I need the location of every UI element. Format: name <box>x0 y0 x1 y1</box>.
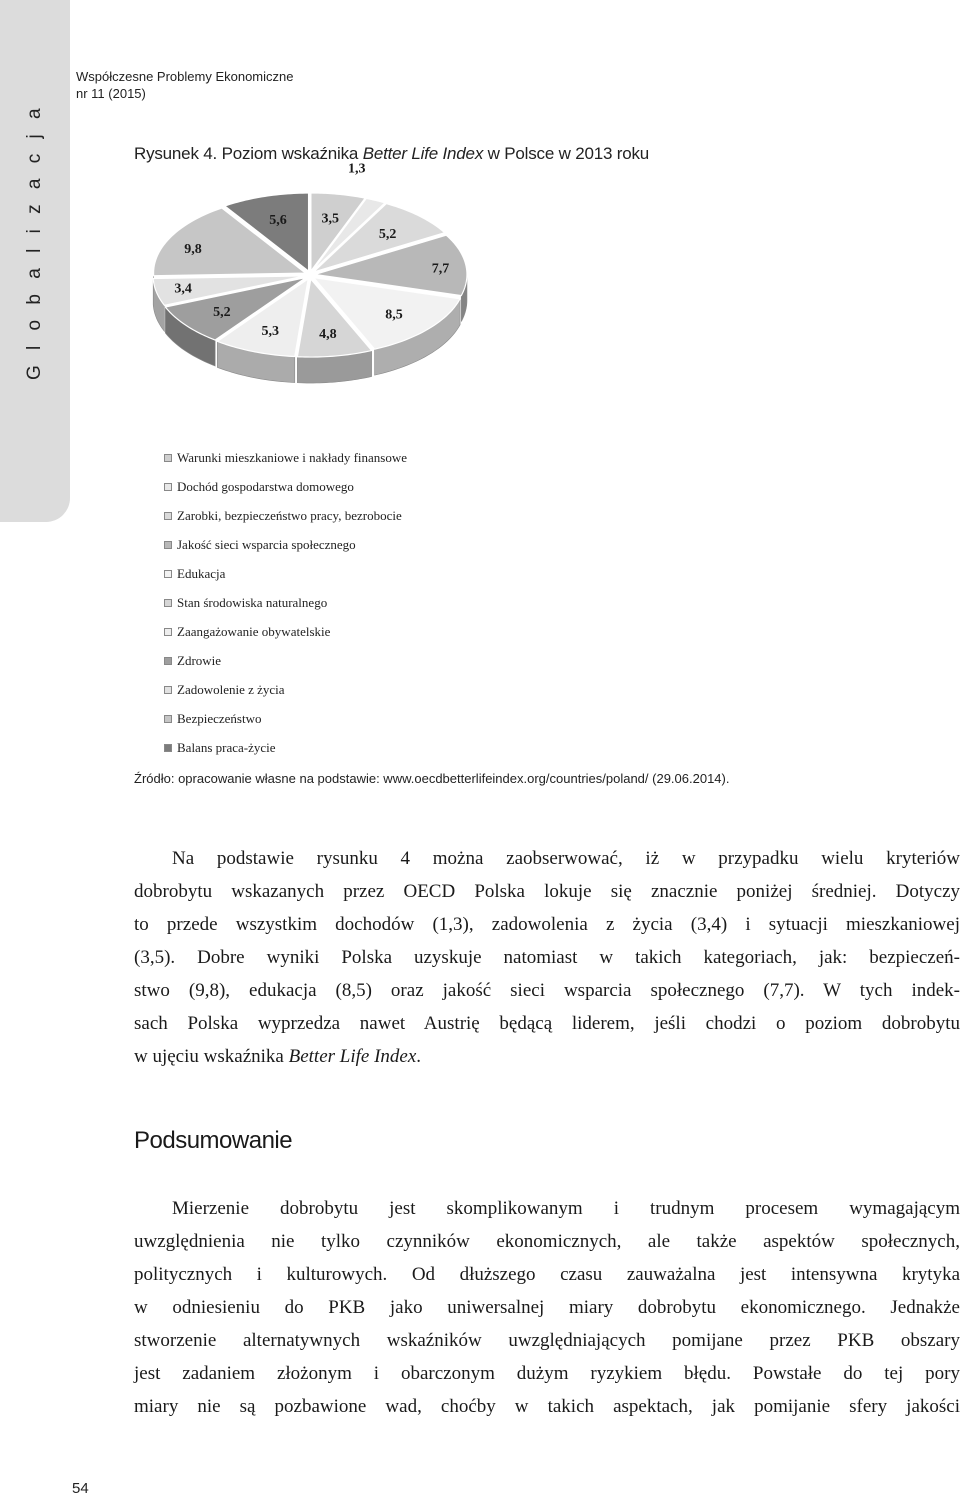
last-line-prefix: w ujęciu wskaźnika <box>134 1046 289 1067</box>
last-line-italic: Better Life Index <box>288 1046 417 1067</box>
legend-item <box>164 559 407 588</box>
legend-label: Zadowolenie z życia <box>177 681 285 697</box>
paragraph-line: to przede wszystkim dochodów (1,3), zadowolenia z życia (3,4) i sytuacji mieszkaniowej <box>134 914 960 935</box>
chart-legend <box>164 443 407 762</box>
legend-swatch <box>164 715 172 723</box>
legend-swatch <box>164 541 172 549</box>
legend-label: Jakość sieci wsparcia społecznego <box>177 536 356 552</box>
legend-swatch <box>164 628 172 636</box>
legend-swatch <box>164 686 172 694</box>
journal-title: Współczesne Problemy Ekonomiczne <box>76 69 294 84</box>
journal-issue: nr 11 (2015) <box>76 86 146 101</box>
paragraph-line: sach Polska wyprzedza nawet Austrię będącą liderem, jeśli chodzi o poziom dobrobytu <box>134 1013 960 1034</box>
legend-item <box>164 675 407 704</box>
paragraph-line: dobrobytu wskazanych przez OECD Polska lokuje się znacznie poniżej średniej. Dotyczy <box>134 881 960 902</box>
last-line-suffix: . <box>416 1046 422 1067</box>
legend-label: Zaangażowanie obywatelskie <box>177 623 331 639</box>
legend-item <box>164 472 407 501</box>
pie-value-label: 5,6 <box>269 212 287 228</box>
paragraph-line: (3,5). Dobre wyniki Polska uzyskuje natomiast w takich kategoriach, jak: bezpieczeń- <box>134 947 960 968</box>
figure-source: Źródło: opracowanie własne na podstawie: www.oecdbetterlifeindex.org/countries/poland/ (29.06.2014). <box>134 771 730 786</box>
pie-chart <box>140 161 500 400</box>
paragraph-summary <box>134 1192 960 1423</box>
legend-label: Zdrowie <box>177 652 222 668</box>
legend-swatch <box>164 657 172 665</box>
legend-label: Edukacja <box>177 565 226 581</box>
pie-value-label: 5,2 <box>378 226 397 242</box>
figure-caption-italic: Better Life Index <box>362 144 484 163</box>
legend-item <box>164 588 407 617</box>
pie-value-label: 1,3 <box>347 161 366 177</box>
figure-caption-prefix: Rysunek 4. Poziom wskaźnika <box>134 144 363 163</box>
figure-caption-suffix: w Polsce w 2013 roku <box>483 144 650 163</box>
page-number: 54 <box>72 1480 89 1497</box>
legend-label: Dochód gospodarstwa domowego <box>177 478 354 494</box>
paragraph-line: Na podstawie rysunku 4 można zaobserwować, iż w przypadku wielu kryteriów <box>172 848 960 869</box>
section-side-tab <box>0 0 70 522</box>
paragraph-line: Mierzenie dobrobytu jest skomplikowanym i trudnym procesem wymagającym <box>172 1198 960 1219</box>
legend-swatch <box>164 483 172 491</box>
pie-value-label: 9,8 <box>184 242 202 258</box>
legend-label: Bezpieczeństwo <box>177 710 262 726</box>
legend-swatch <box>164 570 172 578</box>
pie-value-label: 4,8 <box>319 326 337 342</box>
legend-swatch <box>164 454 172 462</box>
legend-item <box>164 530 407 559</box>
journal-header <box>76 68 293 102</box>
paragraph-line: w odniesieniu do PKB jako uniwersalnej miary dobrobytu ekonomicznego. Jednakże <box>134 1297 960 1318</box>
section-heading: Podsumowanie <box>134 1127 293 1154</box>
legend-label: Balans praca-życie <box>177 739 276 755</box>
paragraph-line: uwzględnienia nie tylko czynników ekonomicznych, ale także aspektów społecznych, <box>134 1231 960 1252</box>
paragraph-line: politycznych i kulturowych. Od dłuższego czasu zauważalna jest intensywna krytyka <box>134 1264 960 1285</box>
paragraph-last-line <box>134 1040 960 1073</box>
pie-top-layer <box>153 193 467 357</box>
paragraph-line: stworzenie alternatywnych wskaźników uwzględniających pomijane przez PKB obszary <box>134 1330 960 1351</box>
paragraph-line: jest zadaniem złożonym i obarczonym dużym ryzykiem błędu. Powstałe do tej pory <box>134 1363 960 1384</box>
pie-value-label: 8,5 <box>385 307 403 323</box>
legend-item <box>164 501 407 530</box>
pie-value-label: 5,3 <box>261 323 280 339</box>
legend-swatch <box>164 744 172 752</box>
paragraph-line: stwo (9,8), edukacja (8,5) oraz jakość sieci wsparcia społecznego (7,7). W tych indek- <box>134 980 960 1001</box>
paragraph-analysis <box>134 842 960 1073</box>
pie-value-label: 3,4 <box>174 281 192 297</box>
figure-caption <box>134 144 649 164</box>
legend-swatch <box>164 599 172 607</box>
legend-label: Warunki mieszkaniowe i nakłady finansowe <box>177 449 407 465</box>
legend-item <box>164 733 407 762</box>
legend-item <box>164 704 407 733</box>
pie-value-label: 5,2 <box>213 304 231 320</box>
legend-item <box>164 443 407 472</box>
legend-item <box>164 617 407 646</box>
section-tab-label: G l o b a l i z a c j a <box>24 103 45 380</box>
pie-value-label: 7,7 <box>431 261 450 277</box>
legend-swatch <box>164 512 172 520</box>
paragraph-line: miary nie są pozbawione wad, choćby w takich aspektach, jak pomijanie sfery jakości <box>134 1396 960 1417</box>
legend-label: Zarobki, bezpieczeństwo pracy, bezrobocie <box>177 507 402 523</box>
legend-label: Stan środowiska naturalnego <box>177 594 328 610</box>
pie-value-label: 3,5 <box>321 211 339 227</box>
legend-item <box>164 646 407 675</box>
